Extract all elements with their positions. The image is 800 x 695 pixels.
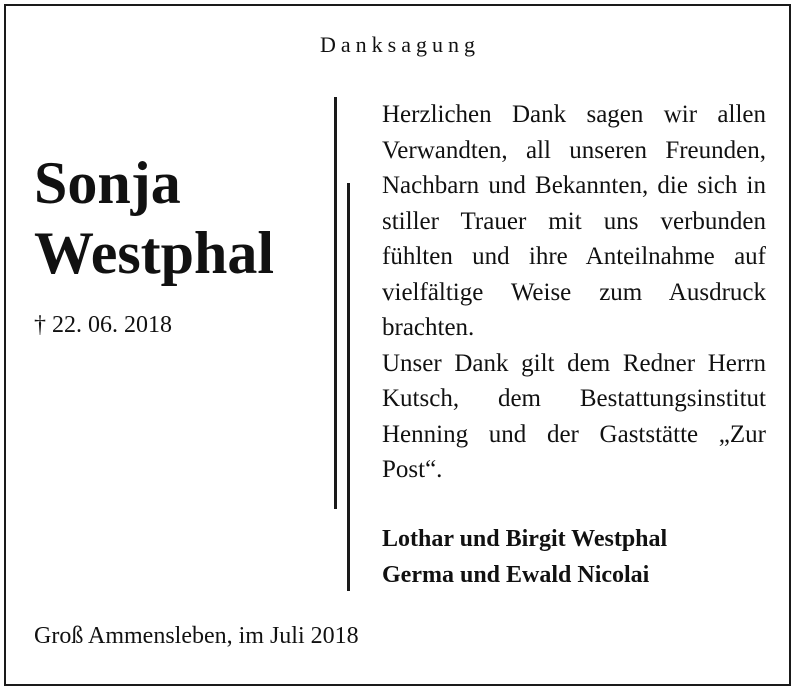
signature-line-2: Germa und Ewald Nicolai bbox=[382, 562, 650, 588]
vertical-divider-left bbox=[334, 97, 337, 509]
thanks-paragraph-1: Herzlichen Dank sagen wir allen Verwandten, all unseren Freunden, Nachbarn und Bekannten, die sich in stiller Trauer mit uns verbunden fühlten und ihre Anteilnahme auf vielfältige Weise zum Ausdruck brachten. bbox=[382, 101, 766, 341]
notice-heading: Danksagung bbox=[320, 32, 480, 57]
deceased-last-name: Westphal bbox=[34, 220, 275, 286]
deceased-first-name: Sonja bbox=[34, 150, 181, 216]
death-date: † 22. 06. 2018 bbox=[34, 312, 172, 338]
deceased-name bbox=[34, 148, 274, 288]
vertical-divider-right bbox=[347, 183, 350, 591]
place-and-date: Groß Ammensleben, im Juli 2018 bbox=[34, 623, 359, 649]
thanks-text bbox=[382, 97, 766, 488]
signature-line-1: Lothar und Birgit Westphal bbox=[382, 526, 668, 552]
signatures bbox=[382, 521, 667, 593]
thanks-paragraph-2: Unser Dank gilt dem Redner Herrn Kutsch, dem Bestattungsinstitut Henning und der Gaststätte „Zur Post“. bbox=[382, 349, 766, 483]
